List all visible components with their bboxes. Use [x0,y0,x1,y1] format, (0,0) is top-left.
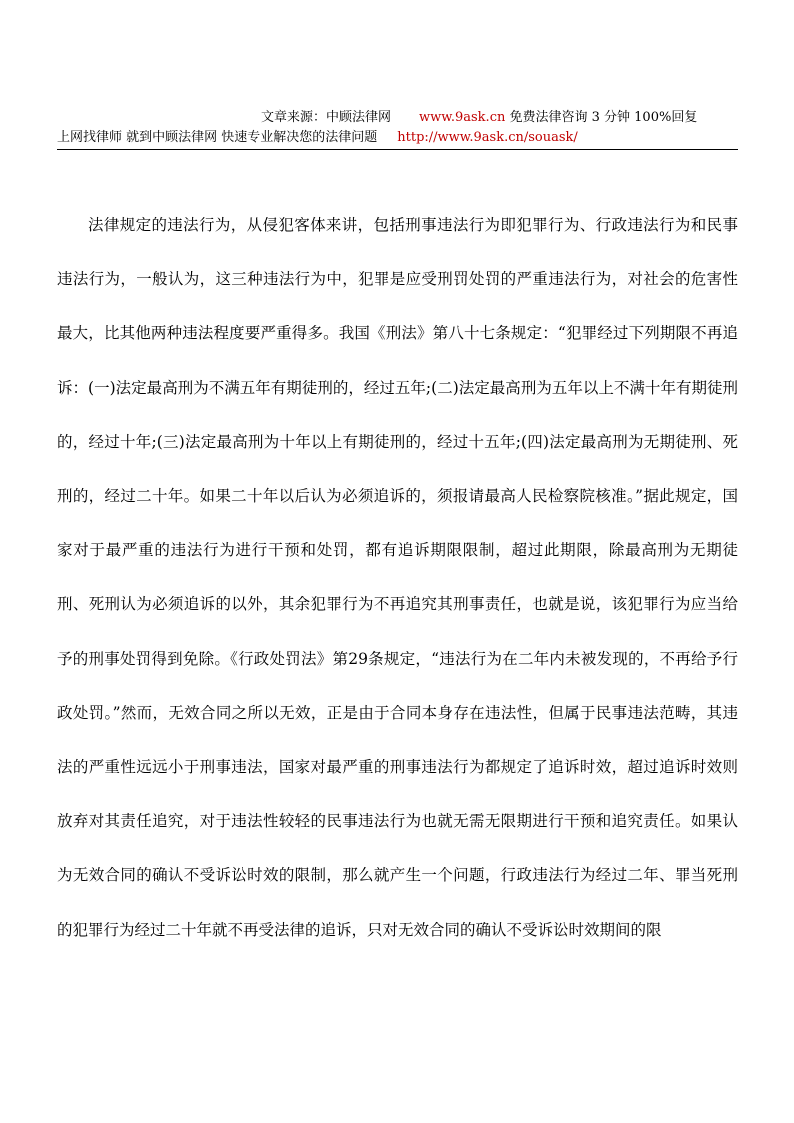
article-paragraph: 法律规定的违法行为，从侵犯客体来讲，包括刑事违法行为即犯罪行为、行政违法行为和民事违法行为，一般认为，这三种违法行为中，犯罪是应受刑罚处罚的严重违法行为，对社会的危害性最大，比其他两种违法程度要严重得多。我国《刑法》第八十七条规定：“犯罪经过下列期限不再追诉：(一)法定最高刑为不满五年有期徒刑的，经过五年;(二)法定最高刑为五年以上不满十年有期徒刑的，经过十年;(三)法定最高刑为十年以上有期徒刑的，经过十五年;(四)法定最高刑为无期徒刑、死刑的，经过二十年。如果二十年以后认为必须追诉的，须报请最高人民检察院核准。”据此规定，国家对于最严重的违法行为进行干预和处罚，都有追诉期限限制，超过此期限，除最高刑为无期徒刑、死刑认为必须追诉的以外，其余犯罪行为不再追究其刑事责任，也就是说，该犯罪行为应当给予的刑事处罚得到免除。《行政处罚法》第29条规定，“违法行为在二年内未被发现的，不再给予行政处罚。”然而，无效合同之所以无效，正是由于合同本身存在违法性，但属于民事违法范畴，其违法的严重性远远小于刑事违法，国家对最严重的刑事违法行为都规定了追诉时效，超过追诉时效则放弃对其责任追究，对于违法性较轻的民事违法行为也就无需无限期进行干预和追究责任。如果认为无效合同的确认不受诉讼时效的限制，那么就产生一个问题，行政违法行为经过二年、罪当死刑的犯罪行为经过二十年就不再受法律的追诉，只对无效合同的确认不受诉讼时效期间的限 [57,216,738,939]
ask-url-link[interactable]: http://www.9ask.cn/souask/ [397,130,578,145]
page-header [57,108,738,150]
header-source-line [261,108,697,127]
source-label: 文章来源：中顾法律网 [261,110,392,125]
slogan-text: 上网找律师 就到中顾法律网 快速专业解决您的法律问题 [57,130,378,145]
header-slogan-line [57,128,578,147]
consult-text: 免费法律咨询 3 分钟 100%回复 [509,110,698,125]
article-body [57,198,738,957]
site-url-link[interactable]: www.9ask.cn [419,110,506,125]
